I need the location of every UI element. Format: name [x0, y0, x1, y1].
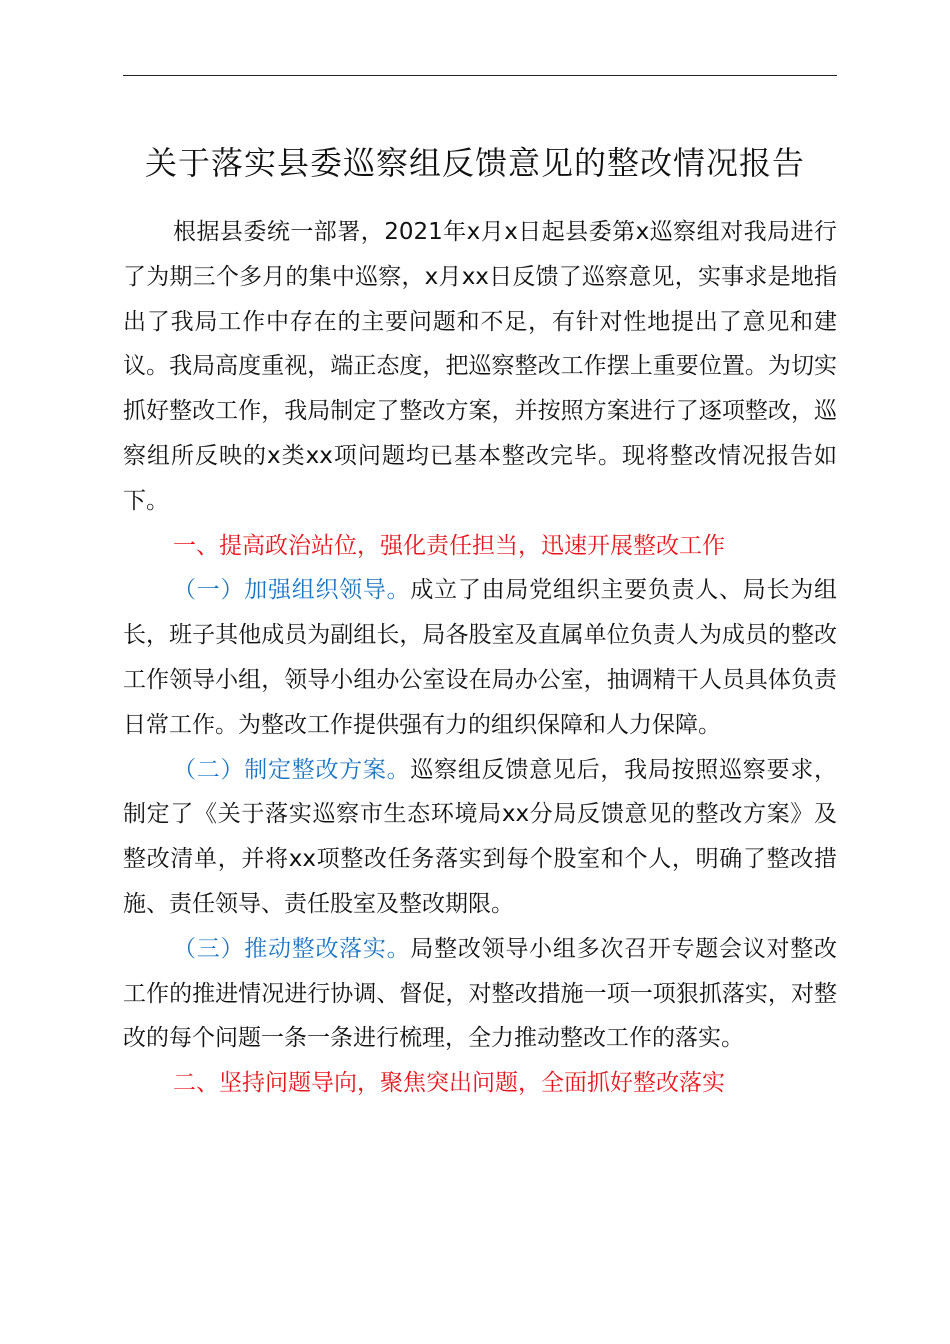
subsection-label-1: （一）加强组织领导。 [173, 577, 411, 604]
subsection-text-3: 局整改领导小组多次召开专题会议对整改工作的推进情况进行协调、督促，对整改措施一项一项狠抓落实，对整改的每个问题一条一条进行梳理，全力推动整改工作的落实。 [123, 935, 838, 1052]
subsection-text-1: 成立了由局党组织主要负责人、局长为组长，班子其他成员为副组长，局各股室及直属单位负责人为成员的整改工作领导小组，领导小组办公室设在局办公室，抽调精干人员具体负责日常工作。为整改工作提供强有力的组织保障和人力保障。 [123, 577, 838, 738]
subsection-paragraph-1 [123, 568, 837, 747]
subsection-paragraph-2 [123, 748, 837, 927]
subsection-text-2: 巡察组反馈意见后，我局按照巡察要求，制定了《关于落实巡察市生态环境局xx分局反馈意见的整改方案》及整改清单，并将xx项整改任务落实到每个股室和个人，明确了整改措施、责任领导、责任股室及整改期限。 [123, 756, 838, 917]
subsection-paragraph-3 [123, 927, 837, 1061]
intro-paragraph: 根据县委统一部署，2021年x月x日起县委第x巡察组对我局进行了为期三个多月的集中巡察，x月xx日反馈了巡察意见，实事求是地指出了我局工作中存在的主要问题和不足，有针对性地提出了意见和建议。我局高度重视，端正态度，把巡察整改工作摆上重要位置。为切实抓好整改工作，我局制定了整改方案，并按照方案进行了逐项整改，巡察组所反映的x类xx项问题均已基本整改完毕。现将整改情况报告如下。 [123, 219, 837, 514]
section-heading-1: 一、提高政治站位，强化责任担当，迅速开展整改工作 [173, 532, 725, 559]
document-title: 关于落实县委巡察组反馈意见的整改情况报告 [144, 144, 805, 182]
header-rule [123, 75, 837, 76]
document-body [123, 210, 837, 1106]
section-heading-2: 二、坚持问题导向，聚焦突出问题，全面抓好整改落实 [173, 1070, 725, 1097]
subsection-label-2: （二）制定整改方案。 [173, 756, 411, 783]
subsection-label-3: （三）推动整改落实。 [173, 935, 411, 962]
